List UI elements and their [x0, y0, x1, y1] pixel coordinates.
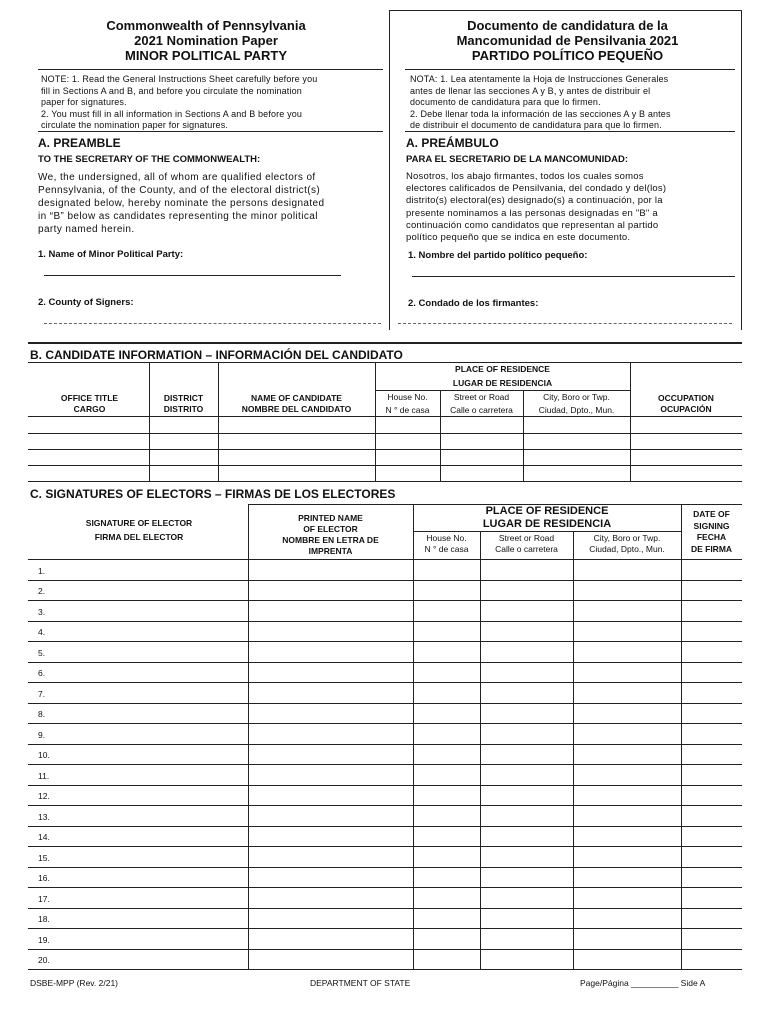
signature-row-number: 17. [38, 894, 50, 904]
b-col-6 [630, 362, 631, 481]
spanish-preamble-line-4: presente nominamos a las personas designadas en "B" a [406, 207, 658, 219]
c-city-header [573, 533, 681, 555]
occupation-header [630, 393, 742, 415]
signature-row-line [28, 785, 742, 786]
printed-name-line-2: OF ELECTOR [303, 524, 358, 534]
c-city-es: Ciudad, Dpto., Mun. [589, 544, 665, 554]
signature-row-line [28, 662, 742, 663]
spanish-note-line-1: NOTA: 1. Lea atentamente la Hoja de Instrucciones Generales [410, 74, 669, 84]
occupation-es: OCUPACIÓN [660, 404, 712, 414]
date-line-3: FECHA [696, 532, 727, 542]
spanish-title-line-1: Documento de candidatura de la [467, 18, 668, 33]
english-title-line-1: Commonwealth of Pennsylvania [106, 18, 306, 33]
office-title-en: OFFICE TITLE [60, 393, 119, 403]
rule-under-note-es [405, 131, 735, 132]
preamble-heading: A. PREAMBLE [38, 136, 121, 150]
signature-es: FIRMA DEL ELECTOR [94, 532, 184, 542]
c-place-of-residence-header [413, 505, 681, 531]
b-header-bottom [28, 416, 742, 417]
signature-row-line [28, 969, 742, 970]
county-label: 2. County of Signers: [38, 297, 134, 308]
signature-row-number: 5. [38, 648, 46, 658]
b-col-1 [149, 362, 150, 481]
english-title-line-3: MINOR POLITICAL PARTY [124, 48, 288, 63]
c-header-bottom [28, 559, 742, 560]
condado-label: 2. Condado de los firmantes: [408, 298, 539, 309]
c-col-3 [480, 531, 481, 969]
office-title-es: CARGO [73, 404, 106, 414]
c-residence-split [413, 531, 681, 532]
partido-name-label: 1. Nombre del partido político pequeño: [408, 250, 588, 261]
signature-row-number: 18. [38, 914, 50, 924]
spanish-preamble-line-3: distrito(s) electoral(es) designado(s) a continuación, por la [406, 195, 663, 207]
c-house-header [413, 533, 480, 555]
english-title [30, 18, 382, 63]
spanish-preamble-line-1: Nosotros, los abajo firmantes, todos los cuales somos [406, 171, 644, 182]
date-line-2: SIGNING [693, 520, 730, 531]
signature-row-line [28, 908, 742, 909]
date-line-4: DE FIRMA [690, 543, 733, 554]
date-line-1: DATE OF [693, 509, 730, 519]
c-col-4 [573, 531, 574, 969]
rule-under-title-en [38, 69, 383, 70]
candidate-info-heading: B. CANDIDATE INFORMATION – INFORMACIÓN DEL CANDIDATO [30, 348, 403, 362]
candidate-name-header [218, 393, 375, 415]
b-place-es: LUGAR DE RESIDENCIA [452, 378, 553, 388]
top-border [389, 10, 741, 11]
spanish-preamble-line-6: político pequeño que se indica en este documento. [406, 232, 631, 244]
spanish-note-line-5: de distribuir el documento de candidatura para que lo firmen. [410, 120, 662, 130]
b-house-es: N ° de casa [385, 405, 430, 415]
b-street-en: Street or Road [453, 392, 510, 402]
signature-row-line [28, 580, 742, 581]
district-en: DISTRICT [163, 393, 204, 403]
english-preamble-line-4: in “B” below as candidates representing the minor political [38, 211, 318, 222]
english-preamble-text [38, 171, 383, 236]
c-place-es: LUGAR DE RESIDENCIA [482, 518, 612, 530]
signature-row-number: 11. [38, 771, 50, 781]
right-border-top [741, 10, 742, 330]
form-id: DSBE-MPP (Rev. 2/21) [30, 978, 119, 988]
b-street-header [440, 392, 523, 416]
english-note-line-2: fill in Sections A and B, and before you circulate the nomination [41, 85, 302, 96]
signature-row-number: 9. [38, 730, 46, 740]
signature-row-number: 2. [38, 586, 46, 596]
signature-row-number: 1. [38, 566, 46, 576]
english-note-line-5: circulate the nomination paper for signatures. [41, 120, 229, 130]
signature-row-line [28, 764, 742, 765]
b-city-en: City, Boro or Twp. [543, 392, 610, 402]
c-place-en: PLACE OF RESIDENCE [485, 505, 609, 517]
b-street-es: Calle o carretera [450, 405, 513, 415]
signature-row-line [28, 682, 742, 683]
spanish-title [395, 18, 740, 63]
b-row-2 [28, 449, 742, 450]
b-city-header [523, 392, 630, 416]
district-header [149, 393, 218, 415]
english-preamble-line-5: party named herein. [38, 224, 135, 235]
signature-row-number: 13. [38, 812, 50, 822]
c-col-2 [413, 504, 414, 969]
party-name-field[interactable] [44, 275, 341, 276]
signature-row-number: 4. [38, 627, 46, 637]
signature-row-number: 12. [38, 791, 50, 801]
date-of-signing-header [681, 509, 742, 555]
signature-row-number: 8. [38, 709, 46, 719]
printed-name-line-1: PRINTED NAME [298, 513, 363, 523]
page-side-label: Page/Página __________ Side A [580, 978, 706, 988]
c-city-en: City, Boro or Twp. [593, 533, 661, 543]
signature-row-line [28, 826, 742, 827]
spanish-note-line-2: antes de llenar las secciones A y B, y antes de distribuir el [410, 85, 651, 96]
spanish-preamble-text [406, 171, 739, 244]
b-col-2 [218, 362, 219, 481]
signature-en: SIGNATURE OF ELECTOR [85, 518, 193, 528]
english-note-line-4: 2. You must fill in all information in Sections A and B before you [41, 108, 303, 119]
c-street-en: Street or Road [498, 533, 555, 543]
signature-row-line [28, 846, 742, 847]
signature-row-line [28, 744, 742, 745]
signature-header [30, 518, 248, 543]
b-house-header [375, 392, 440, 416]
signature-row-line [28, 867, 742, 868]
b-header-top [28, 362, 742, 363]
b-house-en: House No. [387, 392, 428, 402]
c-street-header [480, 533, 573, 555]
signature-row-line [28, 600, 742, 601]
b-row-1 [28, 433, 742, 434]
para-secretario: PARA EL SECRETARIO DE LA MANCOMUNIDAD: [406, 154, 629, 165]
spanish-note-line-3: documento de candidatura para que lo firmen. [410, 97, 601, 107]
candidate-name-en: NAME OF CANDIDATE [251, 393, 342, 403]
signature-row-number: 15. [38, 853, 50, 863]
english-preamble-line-2: Pennsylvania, of the County, and of the electoral district(s) [38, 185, 321, 196]
english-note-line-1: NOTE: 1. Read the General Instructions Sheet carefully before you [41, 74, 318, 84]
spanish-preamble-line-2: electores calificados de Pensilvania, del condado y del(los) [406, 183, 667, 195]
signature-row-number: 7. [38, 689, 46, 699]
signature-row-line [28, 949, 742, 950]
preambulo-heading: A. PREÁMBULO [406, 136, 499, 150]
printed-name-line-3: NOMBRE EN LETRA DE [282, 535, 379, 545]
signature-row-number: 16. [38, 873, 50, 883]
b-row-4 [28, 481, 742, 482]
b-city-es: Ciudad, Dpto., Mun. [538, 405, 615, 415]
spanish-preamble-line-5: continuación como candidatos que representan al partido [406, 219, 659, 231]
signature-row-line [28, 805, 742, 806]
english-preamble-line-1: We, the undersigned, all of whom are qualified electors of [38, 172, 316, 183]
spanish-note-line-4: 2. Debe llenar toda la información de las secciones A y B antes [410, 108, 671, 119]
signature-row-number: 6. [38, 668, 46, 678]
c-house-en: House No. [426, 533, 467, 543]
signature-row-line [28, 621, 742, 622]
spanish-title-line-2: Mancomunidad de Pensilvania 2021 [456, 33, 679, 48]
signature-row-line [28, 928, 742, 929]
office-title-header [30, 393, 149, 415]
partido-name-field[interactable] [412, 276, 735, 277]
signature-row-number: 20. [38, 955, 50, 965]
rule-under-title-es [405, 69, 735, 70]
section-b-top-border [28, 342, 742, 344]
signature-row-line [28, 887, 742, 888]
spanish-note [410, 74, 740, 132]
signature-row-number: 10. [38, 750, 50, 760]
district-es: DISTRITO [163, 404, 204, 414]
b-place-of-residence-header [375, 364, 630, 389]
printed-name-line-4: IMPRENTA [308, 546, 353, 556]
b-residence-split [375, 390, 630, 391]
rule-under-note-en [38, 131, 383, 132]
english-note [41, 74, 386, 132]
signature-row-line [28, 723, 742, 724]
c-house-es: N ° de casa [424, 544, 469, 554]
county-field[interactable] [44, 323, 381, 324]
center-divider [389, 10, 390, 330]
signature-row-line [28, 641, 742, 642]
to-secretary: TO THE SECRETARY OF THE COMMONWEALTH: [38, 154, 261, 165]
party-name-label: 1. Name of Minor Political Party: [38, 249, 184, 260]
signature-row-line [28, 703, 742, 704]
department-of-state: DEPARTMENT OF STATE [310, 978, 411, 988]
signatures-heading: C. SIGNATURES OF ELECTORS – FIRMAS DE LOS ELECTORES [30, 487, 396, 501]
english-note-line-3: paper for signatures. [41, 97, 127, 107]
signature-row-number: 14. [38, 832, 50, 842]
spanish-title-line-3: PARTIDO POLÍTICO PEQUEÑO [471, 48, 664, 63]
occupation-en: OCCUPATION [658, 393, 714, 403]
english-preamble-line-3: designated below, hereby nominate the persons designated [38, 198, 325, 209]
c-col-5 [681, 504, 682, 969]
b-row-3 [28, 465, 742, 466]
b-place-en: PLACE OF RESIDENCE [455, 364, 550, 374]
c-col-1 [248, 504, 249, 969]
condado-field[interactable] [398, 323, 732, 324]
signature-row-number: 19. [38, 935, 50, 945]
candidate-name-es: NOMBRE DEL CANDIDATO [241, 404, 352, 414]
signature-row-number: 3. [38, 607, 46, 617]
printed-name-header [248, 513, 413, 557]
english-title-line-2: 2021 Nomination Paper [134, 33, 278, 48]
c-street-es: Calle o carretera [495, 544, 558, 554]
